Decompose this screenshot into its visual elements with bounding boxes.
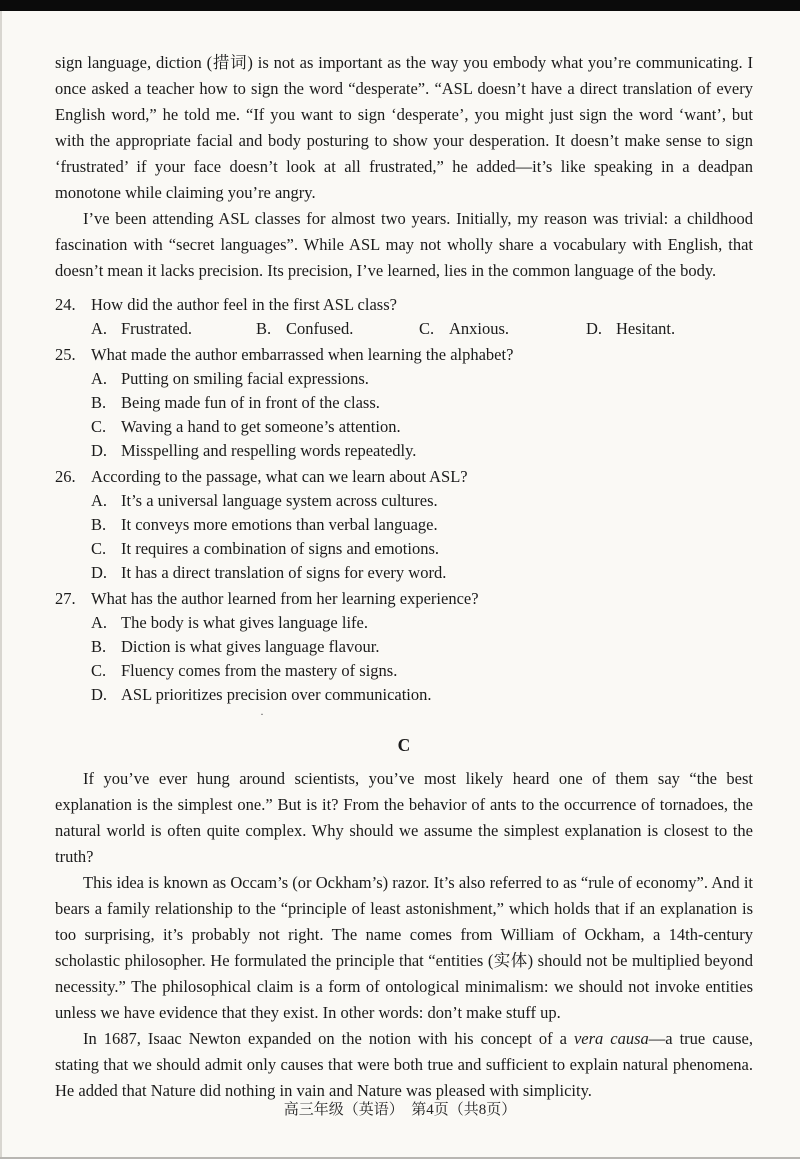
option-a (91, 317, 256, 341)
option-text: The body is what gives language life. (121, 613, 368, 632)
option-text: ASL prioritizes precision over communication. (121, 685, 432, 704)
option-letter: B. (91, 393, 107, 412)
scan-edge-artifact-left (0, 11, 2, 1159)
option-text: Diction is what gives language flavour. (121, 637, 380, 656)
option-text: Frustrated. (121, 319, 193, 338)
option-d (586, 317, 675, 341)
paragraph-text: In 1687, Isaac Newton expanded on the notion with his concept of a (83, 1029, 574, 1048)
option-letter: D. (91, 441, 108, 460)
option-letter: B. (256, 319, 272, 338)
question-24 (55, 293, 753, 341)
question-text: What made the author embarrassed when learning the alphabet? (91, 345, 514, 364)
question-text: How did the author feel in the first ASL class? (91, 295, 397, 314)
option-text: It has a direct translation of signs for every word. (121, 563, 447, 582)
option-letter: A. (91, 491, 108, 510)
option-text: Anxious. (449, 319, 510, 338)
section-c-paragraph-1: If you’ve ever hung around scientists, you’ve most likely heard one of them say “the best explanation is the simplest one.” But is it? From the behavior of ants to the occurrence of tornadoes, the natural world is often quite complex. Why should we assume the simplest explanation is closest to the truth? (55, 769, 753, 866)
paragraph-text: —a true cause, stating that we should admit only causes that were both true and sufficient to explain natural phenomena. He added that Nature did nothing in vain and Nature was pleased with simplicity. (55, 1029, 753, 1100)
page-footer: 高三年级（英语） 第4页（共8页） (283, 1102, 517, 1118)
option-text: Confused. (286, 319, 354, 338)
question-block (55, 293, 753, 707)
option-a (91, 611, 753, 635)
latin-term: vera causa (573, 1029, 649, 1048)
scan-edge-artifact-top (0, 0, 800, 11)
option-letter: B. (91, 515, 107, 534)
question-number: 27. (55, 589, 76, 608)
question-text: According to the passage, what can we learn about ASL? (91, 467, 468, 486)
option-d (91, 439, 753, 463)
option-c (91, 659, 753, 683)
option-letter: D. (91, 563, 108, 582)
option-letter: C. (91, 539, 107, 558)
option-letter: A. (91, 369, 108, 388)
question-25 (55, 343, 753, 463)
option-text: It’s a universal language system across cultures. (121, 491, 438, 510)
option-c (91, 537, 753, 561)
option-d (91, 561, 753, 585)
option-c (419, 317, 586, 341)
option-text: Misspelling and respelling words repeatedly. (121, 441, 417, 460)
option-text: It requires a combination of signs and emotions. (121, 539, 440, 558)
option-c (91, 415, 753, 439)
option-letter: C. (91, 661, 107, 680)
inline-options-row (91, 317, 753, 341)
option-text: Being made fun of in front of the class. (121, 393, 380, 412)
option-b (91, 391, 753, 415)
page-content (55, 50, 753, 1104)
option-b (91, 513, 753, 537)
option-text: It conveys more emotions than verbal language. (121, 515, 438, 534)
option-letter: D. (586, 319, 603, 338)
option-b (91, 635, 753, 659)
option-text: Hesitant. (616, 319, 676, 338)
option-text: Fluency comes from the mastery of signs. (121, 661, 398, 680)
option-a (91, 489, 753, 513)
passage-b-paragraph-1: sign language, diction (措词) is not as important as the way you embody what you’re communicating. I once asked a teacher how to sign the word “desperate”. “ASL doesn’t have a direct translation of every English word,” he told me. “If you want to sign ‘desperate’, you might just sign the word ‘want’, but with the appropriate facial and body posturing to show your desperation. It doesn’t make sense to sign ‘frustrated’ if your face doesn’t look at all frustrated,” he added—it’s like speaking in a deadpan monotone while claiming you’re angry. (55, 53, 753, 202)
section-c-label: C (397, 735, 411, 755)
option-letter: A. (91, 319, 108, 338)
option-letter: D. (91, 685, 108, 704)
option-d (91, 683, 753, 707)
question-text: What has the author learned from her learning experience? (91, 589, 479, 608)
question-number: 26. (55, 467, 76, 486)
option-letter: C. (419, 319, 435, 338)
section-c-paragraph-2: This idea is known as Occam’s (or Ockham’s) razor. It’s also referred to as “rule of economy”. And it bears a family relationship to the “principle of least astonishment,” which holds that if an explanation is too surprising, it’s probably not right. The name comes from William of Ockham, a 14th-century scholastic philosopher. He formulated the principle that “entities (实体) should not be multiplied beyond necessity.” The philosophical claim is a form of ontological minimalism: we should not invoke entities unless we have evidence that they exist. In other words: don’t make stuff up. (55, 873, 753, 1022)
section-c-paragraph-3 (55, 1026, 753, 1104)
question-number: 25. (55, 345, 76, 364)
option-a (91, 367, 753, 391)
option-letter: B. (91, 637, 107, 656)
option-letter: A. (91, 613, 108, 632)
question-27 (55, 587, 753, 707)
question-number: 24. (55, 295, 76, 314)
option-text: Putting on smiling facial expressions. (121, 369, 369, 388)
option-text: Waving a hand to get someone’s attention. (121, 417, 401, 436)
passage-b-paragraph-2: I’ve been attending ASL classes for almost two years. Initially, my reason was trivial: a childhood fascination with “secret languages”. While ASL may not wholly share a vocabulary with English, that doesn’t mean it lacks precision. Its precision, I’ve learned, lies in the common language of the body. (55, 209, 753, 280)
option-b (256, 317, 419, 341)
option-letter: C. (91, 417, 107, 436)
question-26 (55, 465, 753, 585)
scan-stray-mark: · (260, 707, 264, 721)
